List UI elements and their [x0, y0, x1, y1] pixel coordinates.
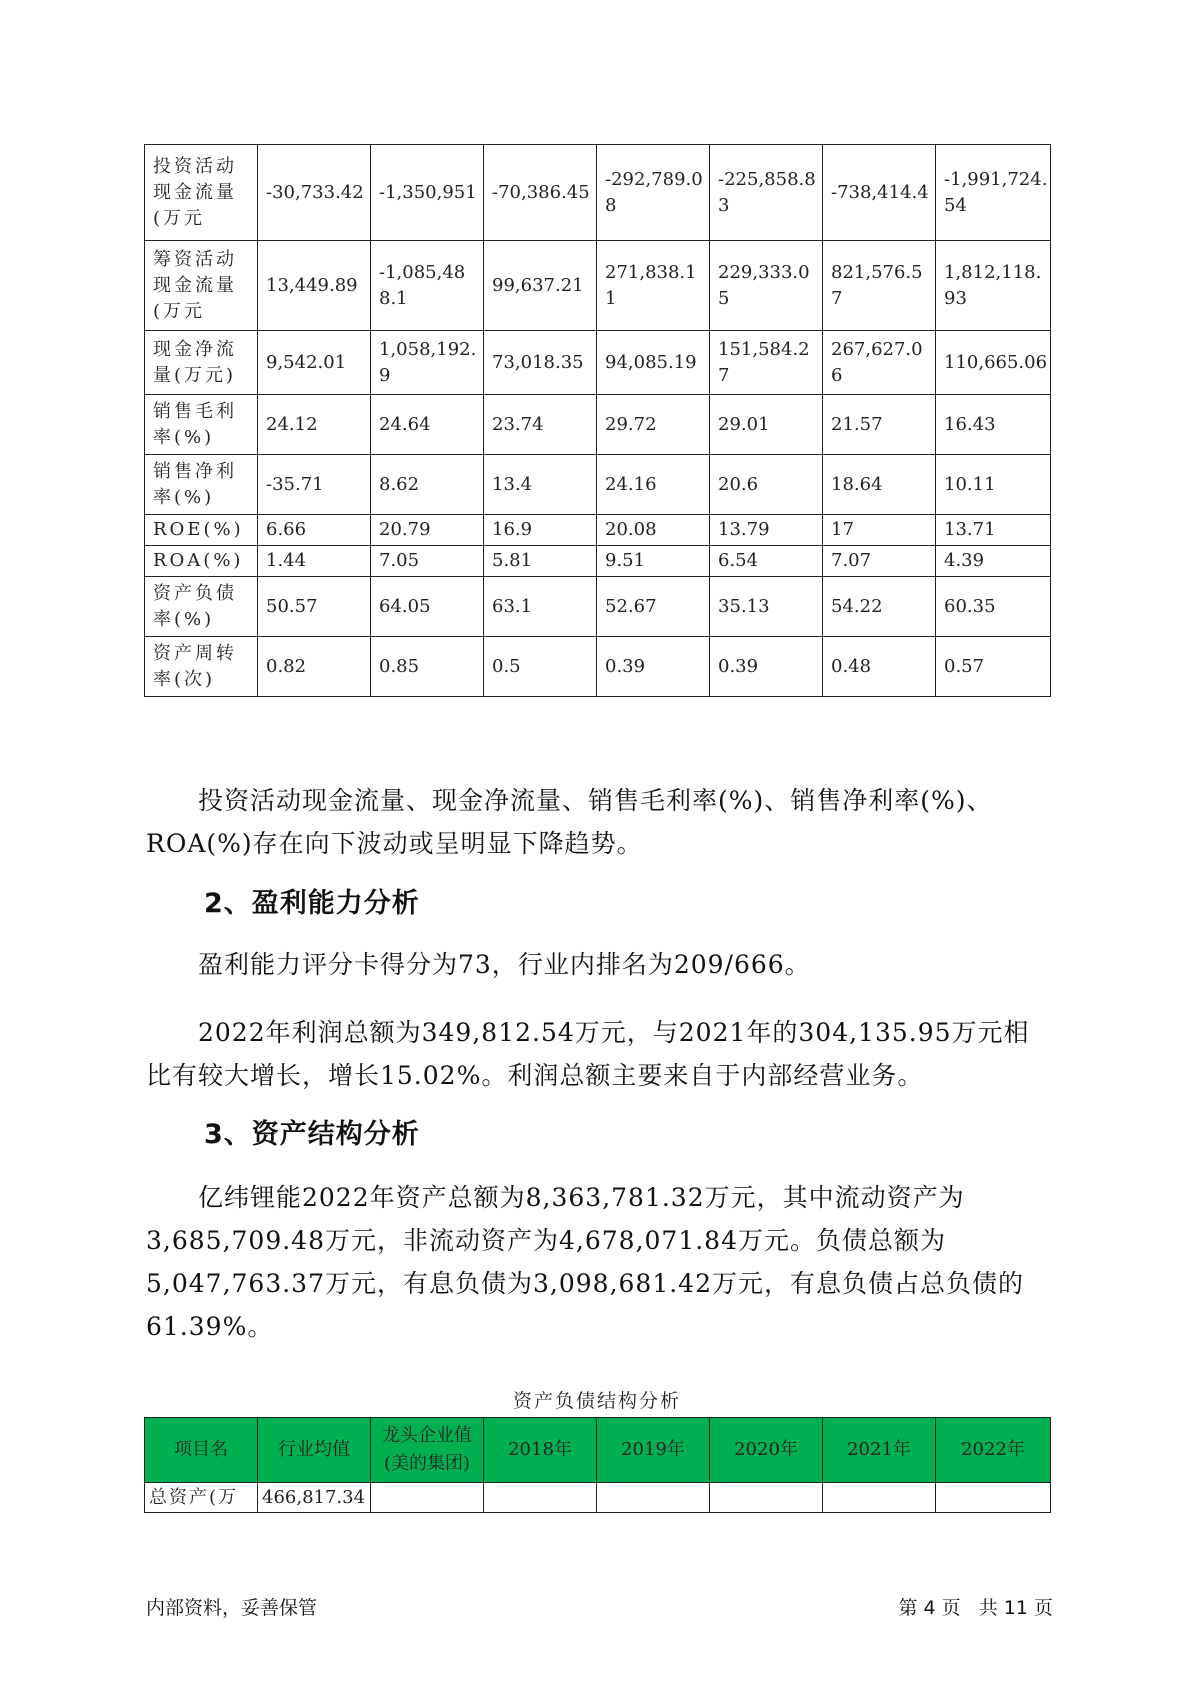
table-cell: -35.71 — [258, 455, 371, 515]
cashflow-table — [144, 144, 1051, 697]
table-cell: 271,838.11 — [597, 241, 710, 331]
table-cell: 13.4 — [484, 455, 597, 515]
table-cell: 35.13 — [710, 577, 823, 637]
table-caption: 资产负债结构分析 — [512, 1390, 681, 1412]
column-header: 2020年 — [710, 1418, 823, 1483]
table-cell: 1,058,192.9 — [371, 331, 484, 395]
table-cell: 151,584.27 — [710, 331, 823, 395]
table-row — [145, 546, 1051, 577]
table-row — [145, 241, 1051, 331]
table-cell — [823, 1483, 936, 1513]
table-cell: 29.01 — [710, 395, 823, 455]
section-heading-profitability: 2、盈利能力分析 — [204, 888, 420, 919]
table-cell: 60.35 — [936, 577, 1051, 637]
table-cell: 7.05 — [371, 546, 484, 577]
table-cell: 6.54 — [710, 546, 823, 577]
table-cell: 821,576.57 — [823, 241, 936, 331]
trend-paragraph: 投资活动现金流量、现金净流量、销售毛利率(%)、销售净利率(%)、ROA(%)存在向下波动或呈明显下降趋势。 — [146, 786, 993, 858]
column-header: 2019年 — [597, 1418, 710, 1483]
table-cell: 1.44 — [258, 546, 371, 577]
table-row — [145, 331, 1051, 395]
table-cell: 466,817.34 — [258, 1483, 371, 1513]
table-cell: 10.11 — [936, 455, 1051, 515]
table-cell: 8.62 — [371, 455, 484, 515]
table-cell: -225,858.83 — [710, 145, 823, 241]
table-cell: 0.39 — [597, 637, 710, 697]
table-cell — [710, 1483, 823, 1513]
column-header: 2022年 — [936, 1418, 1051, 1483]
row-label: ROA(%) — [145, 546, 258, 577]
table-cell: 229,333.05 — [710, 241, 823, 331]
table-cell: 18.64 — [823, 455, 936, 515]
table-cell: 267,627.06 — [823, 331, 936, 395]
column-header: 龙头企业值(美的集团) — [371, 1418, 484, 1483]
table-cell: 20.08 — [597, 515, 710, 546]
table-cell: 73,018.35 — [484, 331, 597, 395]
table-cell: 16.9 — [484, 515, 597, 546]
table-cell: 6.66 — [258, 515, 371, 546]
row-label: ROE(%) — [145, 515, 258, 546]
table-cell: 20.6 — [710, 455, 823, 515]
table-cell: 4.39 — [936, 546, 1051, 577]
table-cell: 24.16 — [597, 455, 710, 515]
table-cell: 64.05 — [371, 577, 484, 637]
table-cell: 23.74 — [484, 395, 597, 455]
table-row — [145, 145, 1051, 241]
table-cell: 24.64 — [371, 395, 484, 455]
table-cell: 21.57 — [823, 395, 936, 455]
table-cell: -738,414.4 — [823, 145, 936, 241]
table-cell: 0.57 — [936, 637, 1051, 697]
row-label: 总资产(万 — [145, 1483, 258, 1513]
table-cell: 54.22 — [823, 577, 936, 637]
table-cell: 9,542.01 — [258, 331, 371, 395]
table-row — [145, 515, 1051, 546]
table-cell: 94,085.19 — [597, 331, 710, 395]
table-cell: 24.12 — [258, 395, 371, 455]
column-header: 2021年 — [823, 1418, 936, 1483]
table-header-row — [145, 1418, 1051, 1483]
profitability-score-paragraph: 盈利能力评分卡得分为73，行业内排名为209/666。 — [198, 950, 811, 979]
table-cell: -70,386.45 — [484, 145, 597, 241]
table-cell: 20.79 — [371, 515, 484, 546]
table-cell: 5.81 — [484, 546, 597, 577]
profit-total-paragraph: 2022年利润总额为349,812.54万元，与2021年的304,135.95万元相比有较大增长，增长15.02%。利润总额主要来自于内部经营业务。 — [146, 1018, 1030, 1090]
table-cell: 63.1 — [484, 577, 597, 637]
table-row — [145, 1483, 1051, 1513]
table-cell: 7.07 — [823, 546, 936, 577]
table-cell: 9.51 — [597, 546, 710, 577]
table-cell: 17 — [823, 515, 936, 546]
table-cell: 16.43 — [936, 395, 1051, 455]
table-cell — [936, 1483, 1051, 1513]
footer-page-number: 第 4 页 共 11 页 — [898, 1597, 1053, 1619]
column-header: 2018年 — [484, 1418, 597, 1483]
table-cell: 29.72 — [597, 395, 710, 455]
table-cell: 99,637.21 — [484, 241, 597, 331]
row-label: 现金净流量(万元) — [145, 331, 258, 395]
row-label: 销售毛利率(%) — [145, 395, 258, 455]
table-cell: 0.5 — [484, 637, 597, 697]
table-row — [145, 577, 1051, 637]
table-cell: 1,812,118.93 — [936, 241, 1051, 331]
table-cell: -1,991,724.54 — [936, 145, 1051, 241]
section-heading-asset-structure: 3、资产结构分析 — [204, 1119, 420, 1150]
table-cell: 13.71 — [936, 515, 1051, 546]
table-cell: 52.67 — [597, 577, 710, 637]
asset-structure-paragraph: 亿纬锂能2022年资产总额为8,363,781.32万元，其中流动资产为3,685,709.48万元，非流动资产为4,678,071.84万元。负债总额为5,047,763.37万元，有息负债为3,098,681.42万元，有息负债占总负债的61.39%。 — [146, 1183, 1024, 1341]
table-row — [145, 395, 1051, 455]
table-row — [145, 455, 1051, 515]
table-cell: 13,449.89 — [258, 241, 371, 331]
column-header: 项目名 — [145, 1418, 258, 1483]
table-cell: 110,665.06 — [936, 331, 1051, 395]
row-label: 资产负债率(%) — [145, 577, 258, 637]
column-header: 行业均值 — [258, 1418, 371, 1483]
table-cell — [371, 1483, 484, 1513]
table-cell: 0.82 — [258, 637, 371, 697]
table-cell: 0.85 — [371, 637, 484, 697]
balance-structure-table — [144, 1417, 1051, 1513]
table-cell: 0.48 — [823, 637, 936, 697]
table-cell: 0.39 — [710, 637, 823, 697]
row-label: 资产周转率(次) — [145, 637, 258, 697]
row-label: 销售净利率(%) — [145, 455, 258, 515]
row-label: 投资活动现金流量(万元 — [145, 145, 258, 241]
row-label: 筹资活动现金流量(万元 — [145, 241, 258, 331]
table-cell: -30,733.42 — [258, 145, 371, 241]
table-cell: -1,085,488.1 — [371, 241, 484, 331]
table-cell — [484, 1483, 597, 1513]
table-row — [145, 637, 1051, 697]
table-cell: -1,350,951 — [371, 145, 484, 241]
table-cell — [597, 1483, 710, 1513]
table-cell: -292,789.08 — [597, 145, 710, 241]
table-cell: 50.57 — [258, 577, 371, 637]
table-cell: 13.79 — [710, 515, 823, 546]
footer-confidential-note: 内部资料，妥善保管 — [146, 1597, 318, 1619]
